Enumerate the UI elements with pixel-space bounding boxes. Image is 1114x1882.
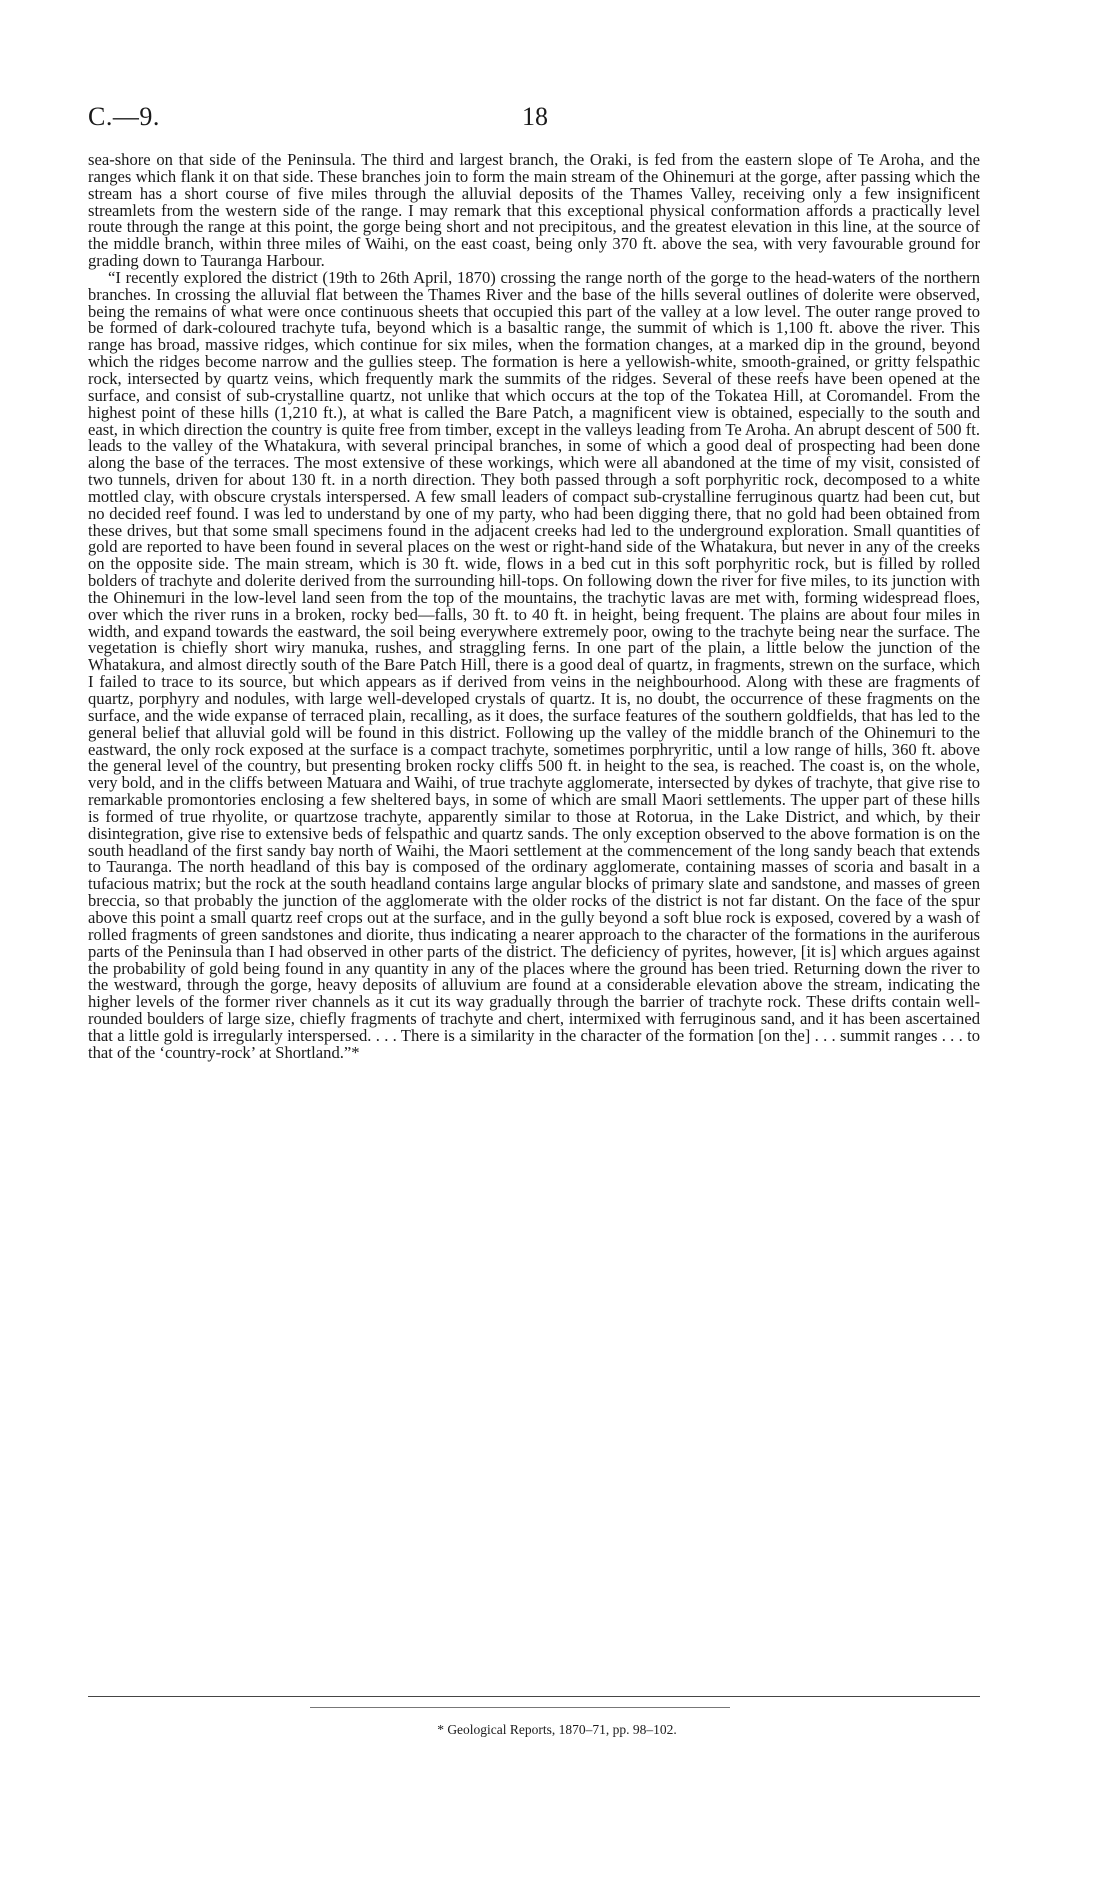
- body-text: [88, 152, 980, 1062]
- footnote-divider-short: [310, 1707, 730, 1708]
- paragraph: sea-shore on that side of the Peninsula. The third and largest branch, the Oraki, is fed from the eastern slope of Te Aroha, and the ranges which flank it on that side. These branches join to form the main stream of the Ohinemuri at the gorge, after passing which the stream has a short course of five miles through the alluvial deposits of the Thames Valley, receiving only a few insignificent streamlets from the western side of the range. I may remark that this exceptional physical conformation affords a practically level route through the range at this point, the gorge being short and not precipitous, and the greatest elevation in this line, at the source of the middle branch, within three miles of Waihi, on the east coast, being only 370 ft. above the sea, with very favourable ground for grading down to Tauranga Harbour.: [88, 150, 980, 271]
- footnote-divider: [88, 1696, 980, 1697]
- paragraph-quotation: “I recently explored the district (19th to 26th April, 1870) crossing the range north of the gorge to the head-waters of the northern branches. In crossing the alluvial flat between the Thames River and the base of the hills several outlines of dolerite were observed, being the remains of what were once continuous sheets that occupied this part of the valley at a low level. The outer range proved to be formed of dark-coloured trachyte tufa, beyond which is a basaltic range, the summit of which is 1,100 ft. above the river. This range has broad, massive ridges, which continue for six miles, when the formation changes, at a marked dip in the ground, beyond which the ridges become narrow and the gullies steep. The formation is here a yellowish-white, smooth-grained, or gritty felspathic rock, intersected by quartz veins, which frequently mark the summits of the ridges. Several of these reefs have been opened at the surface, and consist of sub-crystalline quartz, not unlike that which occurs at the top of the Tokatea Hill, at Coromandel. From the highest point of these hills (1,210 ft.), at what is called the Bare Patch, a magnificent view is obtained, especially to the south and east, in which direction the country is quite free from timber, except in the valleys leading from Te Aroha. An abrupt descent of 500 ft. leads to the valley of the Whatakura, with several principal branches, in some of which a good deal of prospecting had been done along the base of the terraces. The most extensive of these workings, which were all abandoned at the time of my visit, consisted of two tunnels, driven for about 130 ft. in a north direction. They both passed through a soft porphyritic rock, decomposed to a white mottled clay, with obscure crystals interspersed. A few small leaders of compact sub-crystalline ferruginous quartz had been cut, but no decided reef found. I was led to understand by one of my party, who had been digging there, that no gold had been obtained from these drives, but that some small specimens found in the adjacent creeks had led to the underground exploration. Small quantities of gold are reported to have been found in several places on the west or right-hand side of the Whatakura, but never in any of the creeks on the opposite side. The main stream, which is 30 ft. wide, flows in a bed cut in this soft porphyritic rock, but is filled by rolled bolders of trachyte and dolerite derived from the surrounding hill-tops. On following down the river for five miles, to its junction with the Ohinemuri in the low-level land seen from the top of the mountains, the trachytic lavas are met with, forming widespread floes, over which the river runs in a broken, rocky bed—falls, 30 ft. to 40 ft. in height, being frequent. The plains are about four miles in width, and expand towards the eastward, the soil being everywhere extremely poor, owing to the trachyte being near the surface. The vegetation is chiefly short wiry manuka, rushes, and straggling ferns. In one part of the plain, a little below the junction of the Whatakura, and almost directly south of the Bare Patch Hill, there is a good deal of quartz, in fragments, strewn on the surface, which I failed to trace to its source, but which appears as if derived from veins in the neighbourhood. Along with these are fragments of quartz, porphyry and nodules, with large well-developed crystals of quartz. It is, no doubt, the occurrence of these fragments on the surface, and the wide expanse of terraced plain, recalling, as it does, the surface features of the southern goldfields, that has led to the general belief that alluvial gold will be found in this district. Following up the valley of the middle branch of the Ohinemuri to the eastward, the only rock exposed at the surface is a compact trachyte, sometimes porphryritic, until a low range of hills, 360 ft. above the general level of the country, but presenting broken rocky cliffs 500 ft. in height to the sea, is reached. The coast is, on the whole, very bold, and in the cliffs between Matuara and Waihi, of true trachyte agglomerate, intersected by dykes of trachyte, that give rise to remarkable promontories enclosing a few sheltered bays, in some of which are small Maori settlements. The upper part of these hills is formed of true rhyolite, or quartzose trachyte, apparently similar to those at Rotorua, in the Lake District, and which, by their disintegration, give rise to extensive beds of felspathic and quartz sands. The only exception observed to the above formation is on the south headland of the first sandy bay north of Waihi, the Maori settlement at the commencement of the long sandy beach that extends to Tauranga. The north headland of this bay is composed of the ordinary agglomerate, containing masses of scoria and basalt in a tufacious matrix; but the rock at the south headland contains large angular blocks of primary slate and sandstone, and masses of green breccia, so that probably the junction of the agglomerate with the older rocks of the district is not far distant. On the face of the spur above this point a small quartz reef crops out at the surface, and in the gully beyond a soft blue rock is exposed, covered by a wash of rolled fragments of green sandstones and diorite, thus indicating a nearer approach to the character of the formations in the auriferous parts of the Peninsula than I had observed in other parts of the district. The deficiency of pyrites, however, [it is] which argues against the probability of gold being found in any quantity in any of the places where the ground has been tried. Returning down the river to the westward, through the gorge, heavy deposits of alluvium are found at a considerable elevation above the stream, indicating the higher levels of the former river channels as it cut its way gradually through the barrier of trachyte rock. These drifts contain well-rounded boulders of large size, chiefly fragments of trachyte and chert, intermixed with ferruginous sand, and it has been ascertained that a little gold is irregularly interspersed. . . . There is a similarity in the character of the formation [on the] . . . summit ranges . . . to that of the ‘country-rock’ at Shortland.”*: [88, 267, 980, 1062]
- page-number: 18: [522, 102, 548, 131]
- footnote: * Geological Reports, 1870–71, pp. 98–102.: [437, 1722, 677, 1737]
- report-reference: C.—9.: [88, 102, 160, 131]
